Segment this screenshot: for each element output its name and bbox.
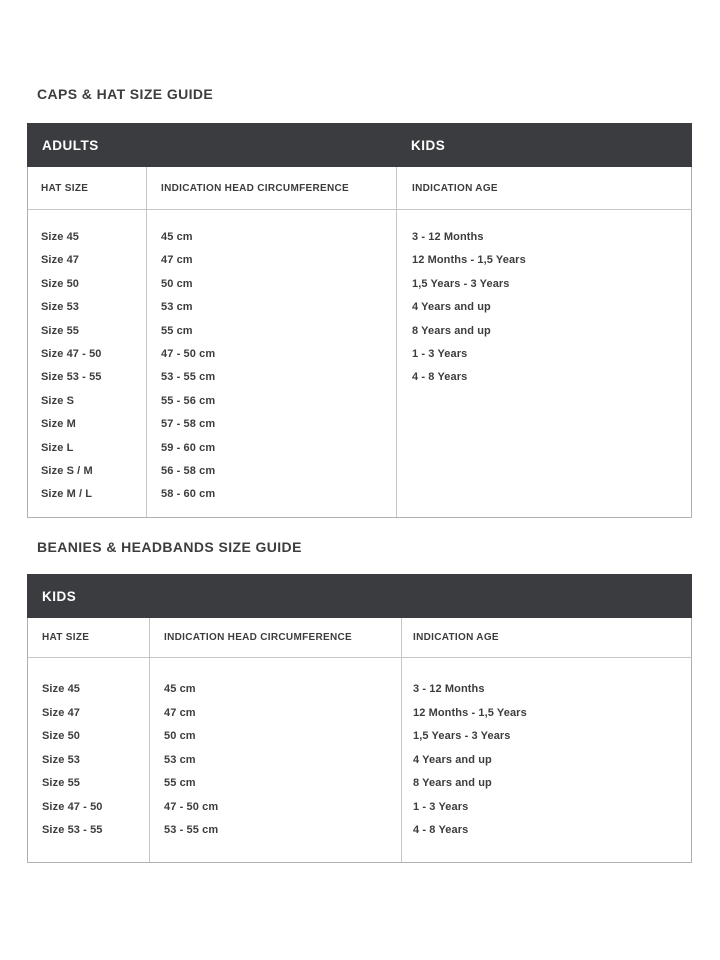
cell-line: 56 - 58 cm bbox=[161, 464, 216, 477]
caps-hat-table bbox=[27, 123, 692, 518]
beanies-headbands-table bbox=[27, 574, 692, 863]
cell-line: Size 53 - 55 bbox=[41, 371, 102, 384]
beanies-table-group-header bbox=[27, 574, 692, 618]
cell-line: 47 - 50 cm bbox=[164, 800, 219, 813]
cell-line: 58 - 60 cm bbox=[161, 488, 216, 501]
caps-table-body bbox=[28, 210, 691, 517]
cell-line: 1 - 3 Years bbox=[412, 347, 468, 360]
cell-line: 1,5 Years - 3 Years bbox=[412, 277, 510, 290]
hat-size-column-header: HAT SIZE bbox=[28, 167, 147, 209]
cell-line: 3 - 12 Months bbox=[412, 231, 484, 243]
cell-line: 4 Years and up bbox=[413, 753, 492, 766]
cell-line: 12 Months - 1,5 Years bbox=[413, 706, 527, 719]
cell-line: Size 50 bbox=[42, 730, 81, 742]
kids-group-label: KIDS bbox=[411, 137, 446, 153]
cell-line: Size M / L bbox=[41, 488, 93, 501]
cell-line: 1 - 3 Years bbox=[413, 800, 469, 813]
caps-table-column-headers bbox=[28, 167, 691, 210]
cell-line: 45 cm bbox=[161, 231, 193, 243]
cell-line: Size 53 bbox=[42, 753, 81, 766]
cell-line: Size 47 bbox=[42, 706, 81, 719]
beanies-table-column-headers bbox=[28, 618, 691, 658]
indication-age-column bbox=[397, 210, 691, 517]
hat-size-column bbox=[28, 658, 150, 862]
cell-line: 47 cm bbox=[161, 254, 193, 267]
cell-line: 8 Years and up bbox=[412, 324, 491, 337]
cell-line: 55 cm bbox=[161, 324, 193, 337]
cell-line: 50 cm bbox=[161, 277, 193, 290]
cell-line: Size 47 bbox=[41, 254, 80, 267]
cell-line: Size 53 bbox=[41, 301, 80, 314]
cell-line: Size 45 bbox=[41, 231, 80, 243]
cell-line: Size L bbox=[41, 441, 74, 454]
cell-line: 4 - 8 Years bbox=[413, 824, 469, 836]
hat-size-column bbox=[28, 210, 147, 517]
caps-hat-guide-title: CAPS & HAT SIZE GUIDE bbox=[37, 86, 214, 102]
cell-line: 55 - 56 cm bbox=[161, 394, 216, 407]
cell-line: Size M bbox=[41, 418, 76, 431]
cell-line: Size 55 bbox=[42, 777, 81, 789]
caps-table-group-header bbox=[27, 123, 692, 167]
beanies-table-grid bbox=[27, 618, 692, 863]
cell-line: 4 Years and up bbox=[412, 301, 491, 314]
cell-line: 3 - 12 Months bbox=[413, 683, 485, 695]
kids-group-label: KIDS bbox=[42, 588, 77, 604]
head-circumference-column-header: INDICATION HEAD CIRCUMFERENCE bbox=[147, 167, 397, 209]
cell-line: Size S / M bbox=[41, 464, 93, 477]
beanies-headbands-guide-title: BEANIES & HEADBANDS SIZE GUIDE bbox=[37, 539, 302, 555]
beanies-table-body bbox=[28, 658, 691, 862]
indication-age-column-header: INDICATION AGE bbox=[413, 632, 499, 643]
caps-table-grid bbox=[27, 167, 692, 518]
indication-age-column-header: INDICATION AGE bbox=[412, 182, 498, 194]
cell-line: 47 - 50 cm bbox=[161, 347, 216, 360]
cell-line: 53 cm bbox=[161, 301, 193, 314]
cell-line: Size 55 bbox=[41, 324, 80, 337]
cell-line: 53 - 55 cm bbox=[164, 824, 219, 836]
cell-line: Size S bbox=[41, 394, 75, 407]
cell-line: Size 50 bbox=[41, 277, 80, 290]
cell-line: 1,5 Years - 3 Years bbox=[413, 730, 511, 742]
cell-line: 57 - 58 cm bbox=[161, 418, 216, 431]
cell-line: Size 47 - 50 bbox=[41, 347, 102, 360]
cell-line: 47 cm bbox=[164, 706, 196, 719]
cell-line: Size 47 - 50 bbox=[42, 800, 103, 813]
cell-line: Size 53 - 55 bbox=[42, 824, 103, 836]
cell-line: 53 - 55 cm bbox=[161, 371, 216, 384]
cell-line: 12 Months - 1,5 Years bbox=[412, 254, 526, 267]
head-circumference-column bbox=[147, 210, 397, 517]
cell-line: 45 cm bbox=[164, 683, 196, 695]
cell-line: 53 cm bbox=[164, 753, 196, 766]
cell-line: Size 45 bbox=[42, 683, 81, 695]
indication-age-column bbox=[402, 658, 691, 862]
cell-line: 50 cm bbox=[164, 730, 196, 742]
adults-group-label: ADULTS bbox=[42, 137, 99, 153]
head-circumference-column bbox=[150, 658, 402, 862]
cell-line: 59 - 60 cm bbox=[161, 441, 216, 454]
cell-line: 4 - 8 Years bbox=[412, 371, 468, 384]
cell-line: 8 Years and up bbox=[413, 777, 492, 789]
head-circumference-column-header: INDICATION HEAD CIRCUMFERENCE bbox=[150, 618, 402, 657]
cell-line: 55 cm bbox=[164, 777, 196, 789]
hat-size-column-header: HAT SIZE bbox=[28, 618, 150, 657]
